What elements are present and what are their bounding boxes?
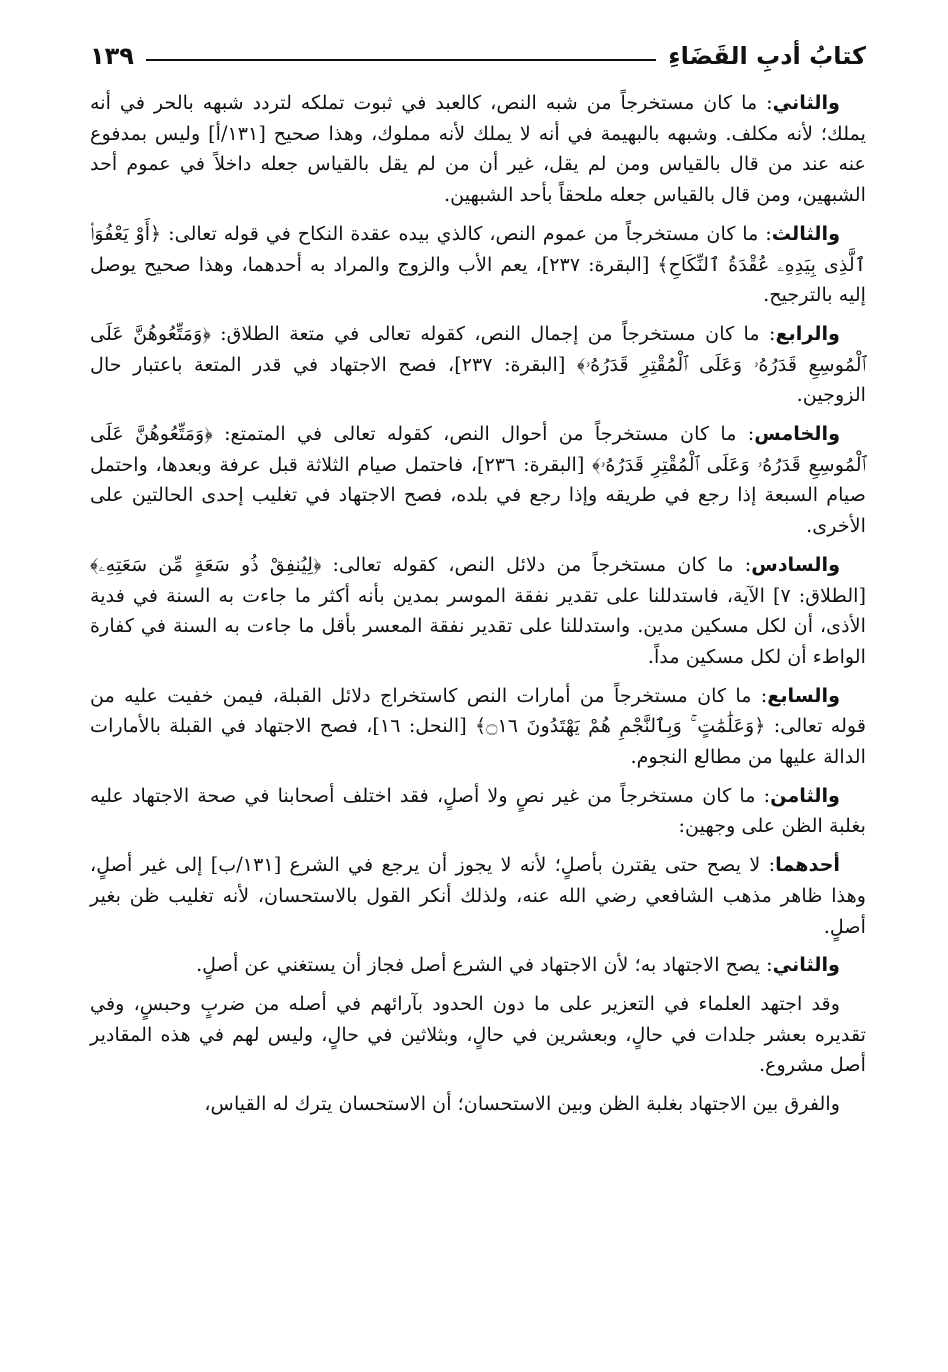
paragraph-second	[90, 88, 866, 211]
paragraph-term: والخامس	[754, 422, 840, 446]
book-title: كتابُ أدبِ القَضَاءِ	[668, 42, 866, 70]
paragraph-text: والفرق بين الاجتهاد بغلبة الظن وبين الاستحسان؛ أن الاستحسان يترك له القياس،	[204, 1092, 840, 1116]
paragraph-second-view	[90, 950, 866, 981]
paragraph-text: : يصح الاجتهاد به؛ لأن الاجتهاد في الشرع أصل فجاز أن يستغني عن أصلٍ.	[196, 953, 773, 977]
paragraph-text: : لا يصح حتى يقترن بأصلٍ؛ لأنه لا يجوز أن يرجع في الشرع [١٣١/ب] إلى غير أصلٍ، وهذا ظاهر مذهب الشافعي رضي الله عنه، ولذلك أنكر القول بالاستحسان، لأنه تغليب ظن بغير أصلٍ.	[90, 853, 866, 938]
paragraph-text: : ما كان مستخرجاً من دلائل النص، كقوله تعالى: ﴿لِيُنفِقْ ذُو سَعَةٍ مِّن سَعَتِهِۦ﴾ [الطلاق: ٧] الآية، فاستدللنا على تقدير نفقة الموسر بمدين بأنه أكثر ما جاءت به السنة في فدية الأذى، أن لكل مسكين مدين. واستدللنا على تقدير نفقة المعسر بأقل ما جاءت به السنة في كفارة الواطء أن لكل مسكين مداً.	[90, 552, 866, 668]
paragraph-eighth	[90, 781, 866, 842]
paragraph-term: والرابع	[775, 321, 840, 345]
paragraph-text: : ما كان مستخرجاً من شبه النص، كالعبد في ثبوت تملكه لتردد شبهه بالحر في أنه يملك؛ لأنه مكلف. وشبهه بالبهيمة في أنه لا يملك لأنه مملوك، وهذا صحيح [١٣١/أ] وليس بمدفوع عنه عند من قال بالقياس ومن لم يقل، غير أن من لم يقل بالقياس جعله داخلاً في عموم أحد الشبهين، ومن قال بالقياس جعله ملحقاً بأحد الشبهين.	[90, 91, 866, 207]
paragraph-third	[90, 219, 866, 311]
header-rule	[146, 59, 656, 61]
paragraph-term: والثاني	[772, 91, 840, 114]
paragraph-term: والثامن	[770, 783, 840, 807]
document-page	[90, 34, 866, 1128]
running-header	[90, 34, 866, 78]
paragraph-term: والثالث	[771, 221, 840, 245]
paragraph-term: أحدهما	[775, 853, 840, 877]
paragraph-seventh	[90, 681, 866, 773]
paragraph-text: : ما كان مستخرجاً من غير نصٍ ولا أصلٍ، فقد اختلف أصحابنا في صحة الاجتهاد عليه بغلبة الظن على وجهين:	[90, 783, 866, 838]
paragraph-term: والسادس	[751, 552, 840, 576]
paragraph-fourth	[90, 319, 866, 411]
paragraph-text: : ما كان مستخرجاً من إجمال النص، كقوله تعالى في متعة الطلاق: ﴿وَمَتِّعُوهُنَّ عَلَى ٱلْمُوسِعِ قَدَرُهُۥ وَعَلَى ٱلْمُقْتِرِ قَدَرُهُۥ﴾ [البقرة: ٢٣٧]، فصح الاجتهاد في قدر المتعة باعتبار حال الزوجين.	[90, 321, 867, 407]
paragraph-text: وقد اجتهد العلماء في التعزير على ما دون الحدود بآرائهم في أصله من ضربٍ وحبسٍ، وفي تقديره بعشر جلدات في حالٍ، وبعشرين في حالٍ، وبثلاثين في حالٍ، وليس لهم في هذه المقادير أصل مشروع.	[90, 991, 866, 1077]
paragraph-tazir	[90, 989, 866, 1081]
body-text	[90, 88, 866, 1120]
paragraph-text: : ما كان مستخرجاً من أحوال النص، كقوله تعالى في المتمتع: ﴿وَمَتِّعُوهُنَّ عَلَى ٱلْمُوسِعِ قَدَرُهُۥ وَعَلَى ٱلْمُقْتِرِ قَدَرُهُۥ﴾ [البقرة: ٢٣٦]، فاحتمل صيام الثلاثة قبل عرفة وبعدها، واحتمل صيام السبعة إذا رجع في طريقه وإذا رجع في بلده، فصح الاجتهاد في تغليب إحدى الحالتين على الأخرى.	[90, 422, 866, 538]
page-number: ١٣٩	[90, 42, 134, 70]
paragraph-term: والسابع	[767, 683, 840, 707]
paragraph-text: : ما كان مستخرجاً من أمارات النص كاستخراج دلائل القبلة، فيمن خفيت عليه من قوله تعالى: ﴿وَعَلَٰمَٰتٍ ۚ وَبِٱلنَّجْمِ هُمْ يَهْتَدُونَ ۝١٦﴾ [النحل: ١٦]، فصح الاجتهاد في القبلة بالأمارات الدالة عليها من مطالع النجوم.	[90, 683, 867, 769]
paragraph-first-view	[90, 850, 866, 942]
paragraph-text: : ما كان مستخرجاً من عموم النص، كالذي بيده عقدة النكاح في قوله تعالى: ﴿أَوْ يَعْفُوَا۟ ٱلَّذِى بِيَدِهِۦ عُقْدَةُ ٱلنِّكَاحِ﴾ [البقرة: ٢٣٧]، يعم الأب والزوج والمراد به أحدهما، وهذا صحيح يوصل إليه بالترجيح.	[90, 221, 867, 307]
paragraph-term: والثاني	[772, 953, 840, 977]
paragraph-fifth	[90, 419, 866, 542]
paragraph-difference	[90, 1089, 866, 1120]
paragraph-sixth	[90, 550, 866, 673]
